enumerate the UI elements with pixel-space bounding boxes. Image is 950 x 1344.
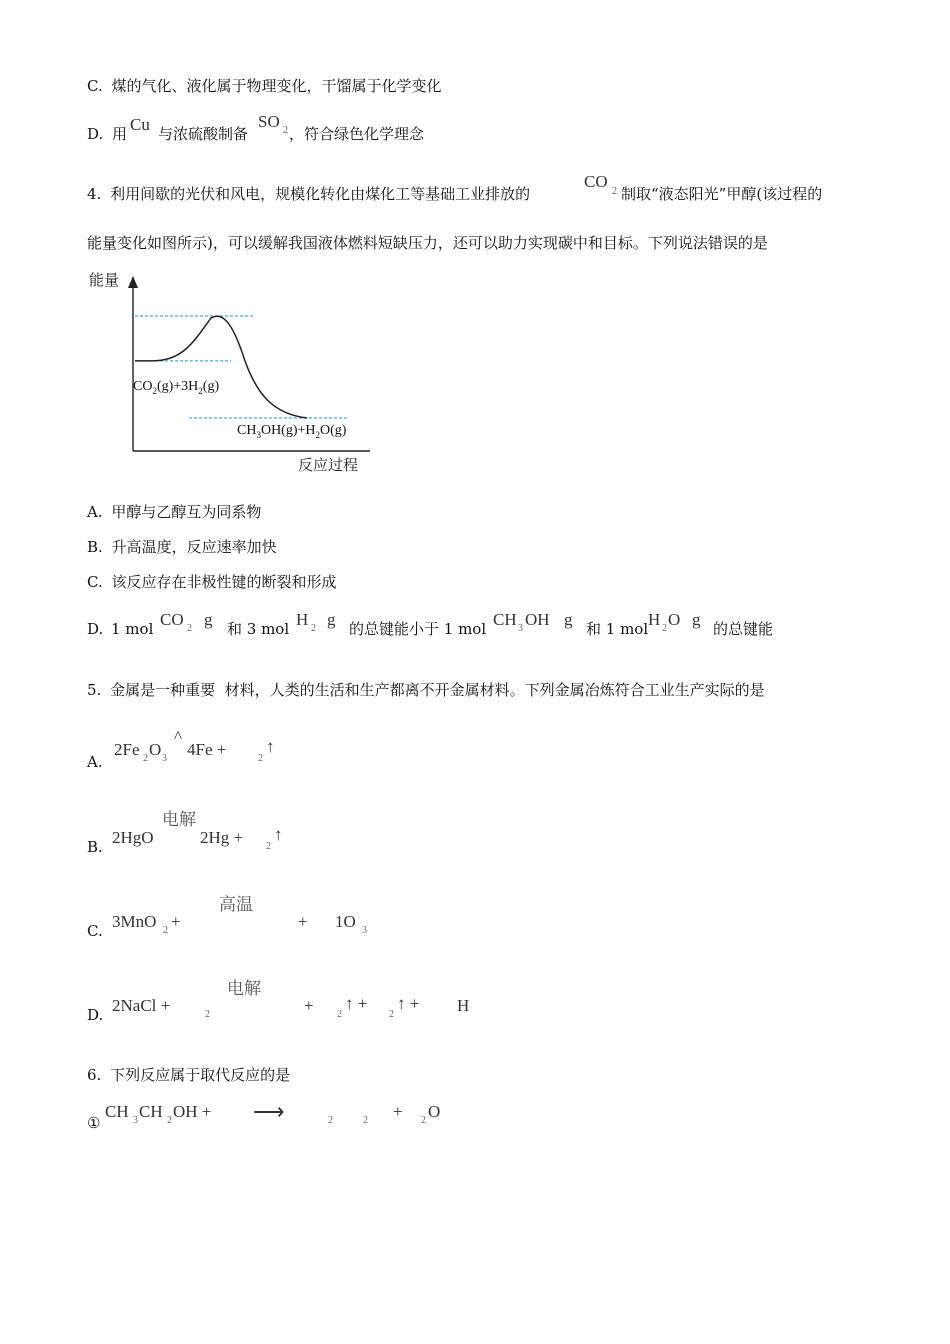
equation-tail: H <box>457 996 470 1015</box>
question-text-cont: 制取“液态阳光”甲醇(该过程的 <box>621 185 823 203</box>
equation-sub: 3 <box>133 1115 138 1126</box>
question-text: 利用间歇的光伏和风电，规模化转化由煤化工等基础工业排放的 <box>110 185 531 203</box>
y-axis-arrow <box>128 276 138 288</box>
option-text: 甲醇与乙醇互为同系物 <box>111 503 262 521</box>
q4-stem-line1 <box>87 187 530 202</box>
option-label: A. <box>87 503 103 521</box>
equation-tail: 1O <box>335 912 356 931</box>
option-label: D. <box>87 125 104 143</box>
formula-ch3oh-tail: OH <box>525 610 550 629</box>
question-number: 4. <box>87 185 102 203</box>
option-label: D. <box>87 620 104 638</box>
equation-tail: O <box>428 1102 441 1121</box>
products-label: $CH_3OH(g)+H_2O(g)$ <box>237 423 347 440</box>
q4-option-b <box>87 540 277 555</box>
q3-option-c <box>87 79 442 94</box>
y-axis-label: 能量 <box>89 273 120 289</box>
equation-lhs: 2NaCl + <box>112 996 171 1015</box>
q6-stem <box>87 1068 290 1083</box>
option-d-text-2: 和 3 mol <box>227 620 290 638</box>
equation-lhs: 2Fe <box>114 740 140 759</box>
equation-oh: OH + <box>173 1102 212 1121</box>
formula-so2-sub: 2 <box>283 125 288 136</box>
formula-state-g: g <box>564 610 573 629</box>
equation-lhs: 2HgO <box>112 828 154 847</box>
equation-sub: 2 <box>363 1115 368 1126</box>
gas-arrow: ↑ <box>274 825 283 844</box>
option-label: C. <box>87 77 103 95</box>
formula-h2o-tail: O <box>668 610 681 629</box>
formula-ch3oh-sub: 3 <box>518 623 523 634</box>
formula-co2-sub: 2 <box>187 623 192 634</box>
formula-co2-sub: 2 <box>612 186 617 197</box>
q3-option-d <box>87 127 127 142</box>
formula-h2: H <box>296 610 309 629</box>
gas-arrow: ↑ + <box>397 994 420 1013</box>
question-number: 6. <box>87 1066 102 1084</box>
formula-h2-sub: 2 <box>311 623 316 634</box>
option-label: C. <box>87 573 103 591</box>
equation-sub: 3 <box>362 925 367 936</box>
formula-ch3oh: CH <box>493 610 517 629</box>
equation-sub: 2 <box>421 1115 426 1126</box>
formula-state-g: g <box>204 610 213 629</box>
reaction-condition: 高温 <box>219 895 253 915</box>
formula-so2: SO <box>258 112 280 131</box>
question-text: 金属是一种重要 材料，人类的生活和生产都离不开金属材料。下列金属冶炼符合工业生产实际的是 <box>110 681 765 699</box>
reaction-arrow: ⟶ <box>253 1099 285 1124</box>
question-number: 5. <box>87 681 102 699</box>
equation-sub: 2 <box>328 1115 333 1126</box>
option-d-text-5: 的总键能 <box>713 620 774 638</box>
equation-sub: 2 <box>258 753 263 764</box>
equation-sub: 2 <box>163 925 168 936</box>
equation-sub: 2 <box>205 1009 210 1020</box>
option-text-pre: 用 <box>112 125 128 143</box>
reaction-condition: 电解 <box>227 979 261 999</box>
formula-state-g: g <box>692 610 701 629</box>
equation-sub: 2 <box>143 753 148 764</box>
question-text: 下列反应属于取代反应的是 <box>110 1066 291 1084</box>
equation-sub: 2 <box>389 1009 394 1020</box>
option-d-text-4: 和 1 mol <box>586 620 649 638</box>
gas-arrow: ↑ <box>266 737 275 756</box>
energy-curve <box>135 316 307 418</box>
equation-plus: + <box>171 912 181 931</box>
option-d-text-3: 的总键能小于 1 mol <box>349 620 487 638</box>
equation-lhs: 3MnO <box>112 912 157 931</box>
option-text: 煤的气化、液化属于物理变化，干馏属于化学变化 <box>111 77 442 95</box>
formula-cu: Cu <box>130 115 150 134</box>
option-label: B. <box>87 538 103 556</box>
option-text: 该反应存在非极性键的断裂和形成 <box>111 573 337 591</box>
reaction-condition: ^ <box>174 727 182 746</box>
equation-ch: CH <box>105 1102 129 1121</box>
equation-lhs-o: O <box>149 740 162 759</box>
q4-option-c <box>87 575 337 590</box>
equation-sub: 3 <box>162 753 167 764</box>
q4-stem-line2: 能量变化如图所示)，可以缓解我国液体燃料短缺压力，还可以助力实现碳中和目标。下列说法错误的是 <box>87 234 768 252</box>
q5-stem <box>87 683 765 698</box>
option-label: B. <box>87 838 103 856</box>
option-label: D. <box>87 1006 104 1024</box>
energy-diagram <box>85 268 385 478</box>
x-axis-label: 反应过程 <box>298 458 359 474</box>
gas-arrow: ↑ + <box>345 994 368 1013</box>
equation-sub: 2 <box>266 841 271 852</box>
option-label: A. <box>87 753 103 771</box>
equation-rhs: 2Hg + <box>200 828 244 847</box>
equation-rhs: 4Fe + <box>187 740 227 759</box>
formula-h2o-sub: 2 <box>662 623 667 634</box>
formula-co2: CO <box>160 610 184 629</box>
item-marker: ① <box>87 1114 101 1132</box>
equation-plus: + <box>298 912 308 931</box>
formula-co2: CO <box>584 172 608 191</box>
reactants-label: $CO_2(g)+3H_2(g)$ <box>133 379 220 396</box>
option-text-mid: 与浓硫酸制备 <box>158 125 249 143</box>
option-label: C. <box>87 922 103 940</box>
formula-state-g: g <box>327 610 336 629</box>
option-text: 升高温度，反应速率加快 <box>111 538 277 556</box>
option-text-post: ，符合绿色化学理念 <box>289 125 425 143</box>
formula-h2o: H <box>648 610 661 629</box>
equation-sub: 2 <box>337 1009 342 1020</box>
option-d-text-1: 1 mol <box>111 620 154 638</box>
equation-plus: + <box>393 1102 403 1121</box>
equation-ch2: CH <box>139 1102 163 1121</box>
reaction-condition: 电解 <box>162 810 196 830</box>
q4-option-a <box>87 505 261 520</box>
equation-sub: 2 <box>167 1115 172 1126</box>
equation-plus: + <box>304 996 314 1015</box>
